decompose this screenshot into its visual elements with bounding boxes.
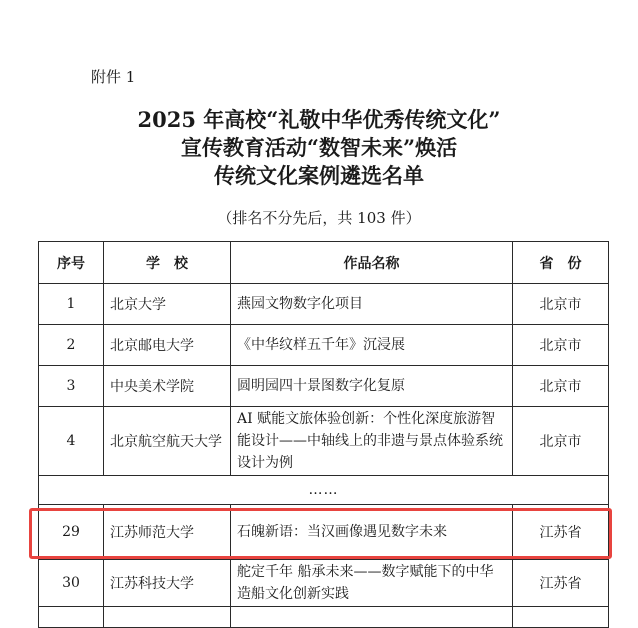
row-number: 1: [39, 284, 104, 325]
row-work: AI 赋能文旅体验创新：个性化深度旅游智能设计——中轴线上的非遗与景点体验系统设计为例: [231, 407, 513, 476]
selection-list-table: [38, 241, 609, 628]
table-row: [39, 325, 609, 366]
row-number: 4: [39, 407, 104, 476]
header-province: 省 份: [513, 242, 609, 284]
header-school: 学 校: [104, 242, 231, 284]
row-school: 江苏师范大学: [104, 505, 231, 560]
row-school: 北京航空航天大学: [104, 407, 231, 476]
highlighted-table-row: [39, 505, 609, 560]
document-subtitle: （排名不分先后，共 103 件）: [217, 209, 421, 227]
row-school: 中央美术学院: [104, 366, 231, 407]
row-province: 江苏省: [513, 505, 609, 560]
ellipsis: ……: [39, 476, 609, 505]
ellipsis-row: [39, 476, 609, 505]
row-province: 北京市: [513, 366, 609, 407]
table-header-row: [39, 242, 609, 284]
document-title-line-2: 宣传教育活动“数智未来”焕活: [180, 135, 458, 160]
row-province: 北京市: [513, 284, 609, 325]
row-number: 30: [39, 560, 104, 607]
row-school: 江苏科技大学: [104, 560, 231, 607]
header-number: 序号: [39, 242, 104, 284]
row-work: 《中华纹样五千年》沉浸展: [231, 325, 513, 366]
row-province: 北京市: [513, 325, 609, 366]
row-work: 燕园文物数字化项目: [231, 284, 513, 325]
row-work: 圆明园四十景图数字化复原: [231, 366, 513, 407]
table-row: [39, 560, 609, 607]
row-province: 北京市: [513, 407, 609, 476]
row-number: 29: [39, 505, 104, 560]
table-row: [39, 407, 609, 476]
table-row: [39, 284, 609, 325]
row-school: 北京大学: [104, 284, 231, 325]
row-school: 北京邮电大学: [104, 325, 231, 366]
document-title-line-3: 传统文化案例遴选名单: [214, 163, 424, 188]
row-number: 2: [39, 325, 104, 366]
row-number: 3: [39, 366, 104, 407]
table-row-cut-off: [39, 607, 609, 628]
header-work-name: 作品名称: [231, 242, 513, 284]
row-province: 江苏省: [513, 560, 609, 607]
attachment-label: 附件 1: [91, 68, 136, 86]
row-work: 石魄新语：当汉画像遇见数字未来: [231, 505, 513, 560]
document-title-line-1: 2025 年高校“礼敬中华优秀传统文化”: [137, 107, 501, 132]
row-work: 舵定千年 船承未来——数字赋能下的中华造船文化创新实践: [231, 560, 513, 607]
table-row: [39, 366, 609, 407]
